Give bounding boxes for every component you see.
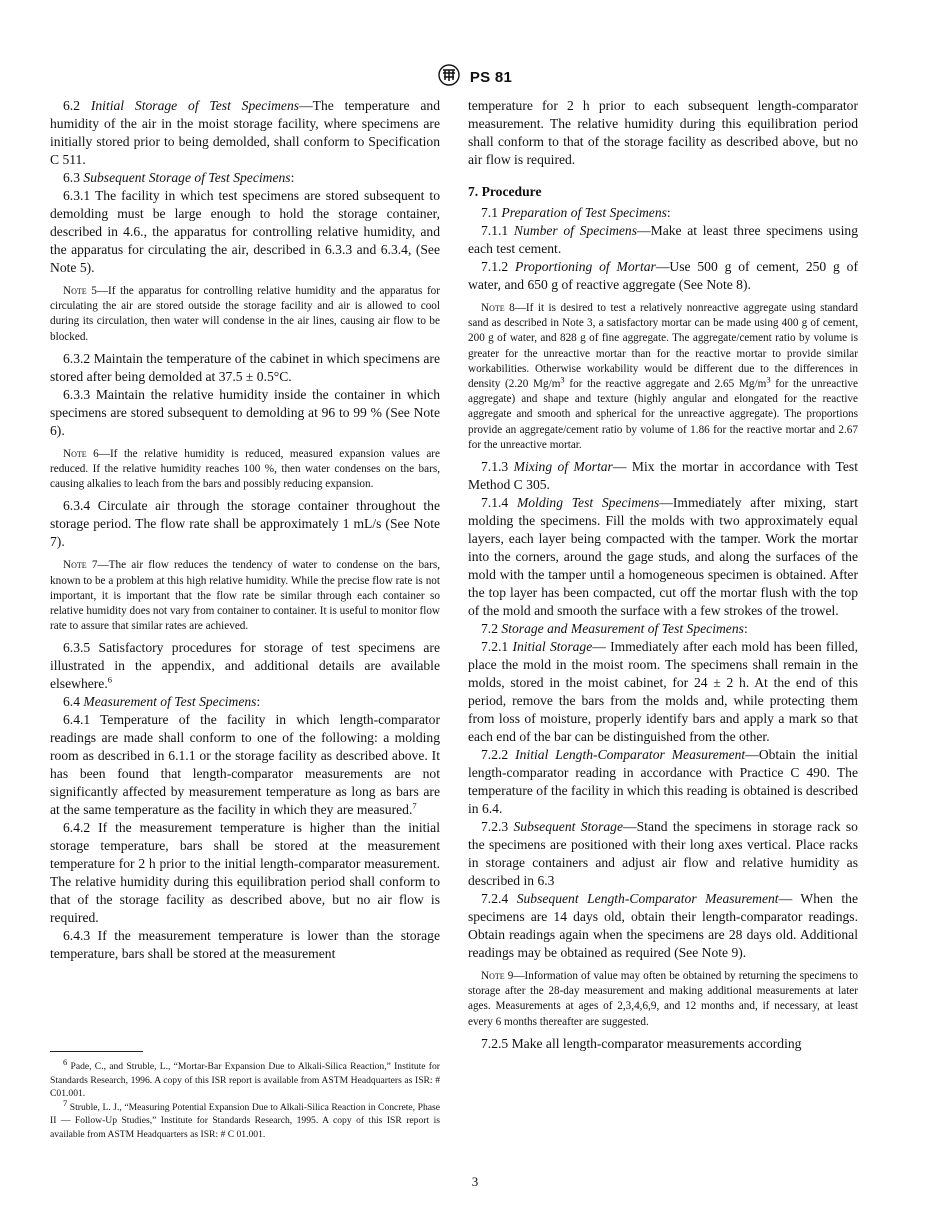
paragraph-6-3-2: 6.3.2 Maintain the temperature of the cabinet in which specimens are stored after being demolded at 37.5 ± 0.5°C. <box>50 350 440 384</box>
paragraph-6-3-5: 6.3.5 Satisfactory procedures for storage of test specimens are illustrated in the appendix, and additional details are available elsewhere.$^6$ <box>50 640 440 692</box>
paragraph-7-1-4: 7.1.4 Molding Test Specimens—Immediately after mixing, start molding the specimens. Fill the molds with two approximately equal layers, each layer being compacted with the tamper. Work the mortar into the corners, around the gage studs, and along the surfaces of the mold with the tamper until a homogeneous specimen is obtained. After the top layer has been compacted, cut off the mortar flush with the top of the mold and smooth the surface with a few strokes of the trowel. <box>468 495 858 619</box>
section-heading-procedure: 7. Procedure <box>468 184 542 199</box>
left-column <box>50 97 440 963</box>
note-5: Note 5—If the apparatus for controlling relative humidity and the apparatus for circulating the air are stored outside the storage facility and air is allowed to cool during its circulation, then water will condense in the air lines, causing air flow to be blocked. <box>50 285 440 343</box>
astm-logo-icon <box>438 64 460 91</box>
paragraph-6-3-4: 6.3.4 Circulate air through the storage container throughout the storage period. The flow rate shall be approximately 1 mL/s (See Note 7). <box>50 498 440 550</box>
paragraph-7-1: 7.1 Preparation of Test Specimens: <box>481 205 671 220</box>
paragraph-7-2-1: 7.2.1 Initial Storage— Immediately after each mold has been filled, place the mold in the moist room. The specimens shall remain in the molds, stored in the moist cabinet, for 24 ± 2 h. At the end of this period, remove the bars from the molds and, while protecting them from loss of moisture, properly identify bars and apply a mark so that each end of the bar can be distinguished from the other. <box>468 639 858 745</box>
paragraph-continuation: temperature for 2 h prior to each subsequent length-comparator measurement. The relative humidity during this equilibration period shall conform to that of the storage facility as described above, but no air flow is required. <box>468 98 858 167</box>
paragraph-6-4-1: 6.4.1 Temperature of the facility in which length-comparator readings are made shall conform to one of the following: a molding room as described in 6.1.1 or the storage facility as described above. It has been found that length-comparator measurements are not significantly affected by measurement temperature as long as bars are at the same temperature as the facility in which they are measured.$^7$ <box>50 712 440 818</box>
paragraph-6-4-3: 6.4.3 If the measurement temperature is lower than the storage temperature, bars shall be stored at the measurement <box>50 928 440 962</box>
page-header <box>0 64 950 91</box>
paragraph-7-1-3: 7.1.3 Mixing of Mortar— Mix the mortar in accordance with Test Method C 305. <box>468 459 858 493</box>
paragraph-6-3-1: 6.3.1 The facility in which test specimens are stored subsequent to demolding must be large enough to hold the storage container, described in 4.6., the apparatus for controlling relative humidity, and the apparatus for circulating the air, described in 6.3.3 and 6.3.4, (See Note 5). <box>50 188 440 275</box>
paragraph-7-2-5: 7.2.5 Make all length-comparator measurements according <box>481 1035 802 1051</box>
paragraph-7-1-1: 7.1.1 Number of Specimens—Make at least three specimens using each test cement. <box>468 223 858 256</box>
paragraph-6-3: 6.3 Subsequent Storage of Test Specimens: <box>63 170 295 185</box>
footnote-ref-7[interactable]: 7 <box>412 800 417 811</box>
paragraph-7-2: 7.2 Storage and Measurement of Test Specimens: <box>481 621 748 637</box>
footnote-7: $^7$ Struble, L. J., “Measuring Potential Expansion Due to Alkali-Silica Reaction in Concrete, Phase II — Follow-Up Studies,” Institute for Standards Research, 1995. A copy of this ISR report is available from ASTM Headquarters as ISR: # C 01.001. <box>50 1097 440 1140</box>
paragraph-6-4-2: 6.4.2 If the measurement temperature is higher than the initial storage temperature, bars shall be stored at the measurement temperature for 2 h prior to the initial length-comparator measurement. The relative humidity during this equilibration period shall conform to that of the storage facility as described above, but no air flow is required. <box>50 820 440 926</box>
note-9: Note 9—Information of value may often be obtained by returning the specimens to storage after the 28-day measurement and making additional measurements at later ages. Measurements at ages of 2,3,4,6,9, and 12 months and, if necessary, at least every 6 months thereafter are suggested. <box>468 970 858 1028</box>
paragraph-6-2: 6.2 Initial Storage of Test Specimens—The temperature and humidity of the air in the moist storage facility, where specimens are initially stored prior to being demolded, shall conform to Specification C 511. <box>50 98 440 167</box>
note-7: Note 7—The air flow reduces the tendency of water to condense on the bars, known to be a problem at this high relative humidity. While the precise flow rate is not important, it is important that the flow rate be similar through each container so relative humidity does not vary from container to container. It is useful to monitor flow rate to assure that similar rates are achieved. <box>50 559 440 633</box>
note-8: Note 8—If it is desired to test a relatively nonreactive aggregate using standard sand as described in Note 3, a satisfactory mortar can be made using 400 g of cement, 200 g of water, and 828 g of fine aggregate. The aggregate/cement ratio by volume is greater for the unreactive mortar than for the reactive mortar to provide similar workabilities. Otherwise workability would be different due to the differences in density (2.20 $Mg/m^3$ for the reactive aggregate and 2.65 $Mg/m^3$ for the unreactive aggregate) and shape and texture (highly angular and elongated for the reactive aggregate and smooth and spherical for the unreactive aggregate). The proportions provide an aggregate/cement ratio by volume of 1.86 for the reactive mortar and 2.67 for the unreactive mortar. <box>468 302 858 451</box>
paragraph-7-2-3: 7.2.3 Subsequent Storage—Stand the specimens in storage rack so the specimens are positioned with their long axes vertical. Place racks in storage containers and adjust air flow and relative humidity as described in 6.3 <box>468 819 858 889</box>
note-6: Note 6—If the relative humidity is reduced, measured expansion values are reduced. If the relative humidity reaches 100 %, then water condenses on the bars, causing alkalies to leach from the bars and possibly reducing expansion. <box>50 447 440 491</box>
paragraph-6-3-3: 6.3.3 Maintain the relative humidity inside the container in which specimens are stored subsequent to demolding at 96 to 99 % (See Note 6). <box>50 386 440 438</box>
paragraph-7-2-4: 7.2.4 Subsequent Length-Comparator Measurement— When the specimens are 14 days old, obtain their length-comparator readings. Obtain readings again when the specimens are 28 days old. Additional readings may be obtained as required (See Note 9). <box>468 891 858 961</box>
footnote-ref-6[interactable]: 6 <box>107 674 112 685</box>
footnotes <box>50 1056 440 1142</box>
right-column <box>468 97 858 1053</box>
footnote-divider <box>50 1051 143 1052</box>
page-number: 3 <box>471 1174 479 1189</box>
paragraph-7-2-2: 7.2.2 Initial Length-Comparator Measurement—Obtain the initial length-comparator reading in accordance with Practice C 490. The temperature of the facility in which this reading is obtained is described in 6.4. <box>468 747 858 817</box>
paragraph-6-4: 6.4 Measurement of Test Specimens: <box>63 694 261 710</box>
document-designation: PS 81 <box>469 69 513 86</box>
paragraph-7-1-2: 7.1.2 Proportioning of Mortar—Use 500 g of cement, 250 g of water, and 650 g of reactive aggregate (See Note 8). <box>468 259 858 292</box>
footnote-6: $^6$ Pade, C., and Struble, L., “Mortar-Bar Expansion Due to Alkali-Silica Reaction,” Institute for Standards Research, 1996. A copy of this ISR report is available from ASTM Headquarters as ISR: # C01.001. <box>50 1056 440 1100</box>
